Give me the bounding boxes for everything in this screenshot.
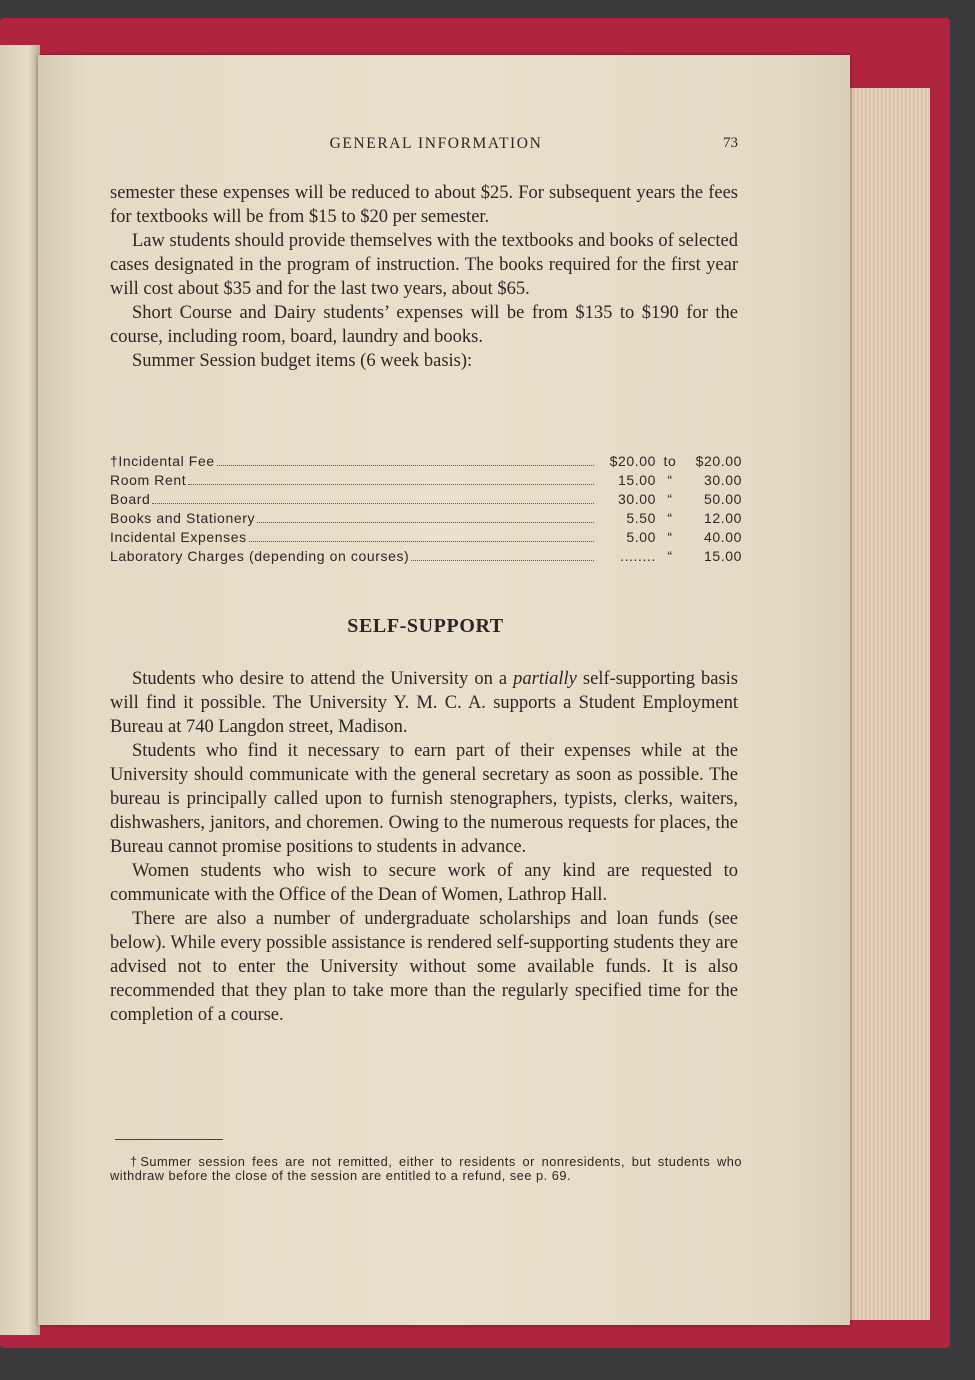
budget-low: 15.00 — [617, 472, 656, 488]
budget-row — [110, 490, 742, 509]
paragraph: There are also a number of undergraduate scholarships and loan funds (see below). While every possible assistance is rendered self-supporting students they are advised not to enter the University without some available funds. It is also recommended that they plan to take more than the regularly specified time for the completion of a course. — [110, 909, 738, 1025]
budget-sep: “ — [667, 491, 673, 507]
budget-item: †Incidental Fee — [110, 453, 215, 469]
paragraph: Students who find it necessary to earn part of their expenses while at the University should communicate with the general secretary as soon as possible. The bureau is principally called upon to furnish stenographers, typists, clerks, waiters, dishwashers, janitors, and choremen. Owing to the numerous requests for places, the Bureau cannot promise positions to students in advance. — [110, 741, 738, 857]
budget-low: 30.00 — [617, 491, 656, 507]
budget-high: $20.00 — [695, 453, 742, 469]
paragraph: Law students should provide themselves with the textbooks and books of selected cases designated in the program of instruction. The books required for the first year will cost about $35 and for the last two years, about $65. — [110, 231, 738, 299]
budget-sep: to — [663, 453, 677, 469]
page-edges — [850, 88, 930, 1320]
text-run: self-supporting basis will find it possible. The University Y. M. C. A. supports a Student Employment Bureau at 740 Langdon street, Madison. — [110, 669, 738, 737]
paragraph: Summer Session budget items (6 week basis): — [132, 351, 473, 371]
budget-sep: “ — [667, 510, 673, 526]
footnote-rule — [115, 1139, 223, 1140]
self-support-text — [110, 667, 738, 1027]
section-heading: SELF-SUPPORT — [347, 615, 504, 637]
book-page — [38, 55, 850, 1325]
budget-row — [110, 509, 742, 528]
leader-dots — [152, 490, 594, 504]
leader-dots — [188, 471, 594, 485]
budget-row — [110, 452, 742, 471]
budget-sep: “ — [667, 472, 673, 488]
budget-row — [110, 528, 742, 547]
budget-high: 15.00 — [703, 548, 742, 564]
leader-dots — [411, 547, 594, 561]
budget-item: Room Rent — [110, 472, 187, 488]
footnote-text: †Summer session fees are not remitted, either to residents or nonresidents, but students who withdraw before the close of the session are entitled to a refund, see p. 69. — [110, 1154, 742, 1183]
budget-low: ........ — [620, 548, 656, 564]
budget-high: 50.00 — [703, 491, 742, 507]
text-run: Students who desire to attend the University on a — [132, 669, 514, 689]
budget-item: Books and Stationery — [110, 510, 256, 526]
budget-item: Laboratory Charges (depending on courses) — [110, 548, 410, 564]
intro-text — [110, 181, 738, 373]
paragraph — [110, 667, 738, 739]
budget-table — [110, 452, 742, 566]
budget-row — [110, 471, 742, 490]
budget-high: 30.00 — [703, 472, 742, 488]
budget-low: 5.50 — [626, 510, 656, 526]
budget-item: Incidental Expenses — [110, 529, 247, 545]
budget-low: $20.00 — [609, 453, 656, 469]
leader-dots — [217, 452, 594, 466]
running-header: GENERAL INFORMATION — [329, 135, 543, 152]
previous-page-edge — [0, 45, 40, 1335]
budget-sep: “ — [667, 548, 673, 564]
page-number: 73 — [723, 135, 738, 151]
emphasis-text: partially — [513, 669, 577, 689]
footnote — [110, 1155, 742, 1183]
paragraph: Short Course and Dairy students’ expenses will be from $135 to $190 for the course, including room, board, laundry and books. — [110, 303, 738, 347]
paragraph: Women students who wish to secure work of any kind are requested to communicate with the Office of the Dean of Women, Lathrop Hall. — [110, 861, 738, 905]
paragraph: semester these expenses will be reduced to about $25. For subsequent years the fees for textbooks will be from $15 to $20 per semester. — [110, 183, 738, 227]
budget-high: 40.00 — [703, 529, 742, 545]
budget-sep: “ — [667, 529, 673, 545]
budget-row — [110, 547, 742, 566]
leader-dots — [249, 528, 594, 542]
budget-high: 12.00 — [703, 510, 742, 526]
leader-dots — [257, 509, 594, 523]
budget-low: 5.00 — [626, 529, 656, 545]
budget-item: Board — [110, 491, 151, 507]
